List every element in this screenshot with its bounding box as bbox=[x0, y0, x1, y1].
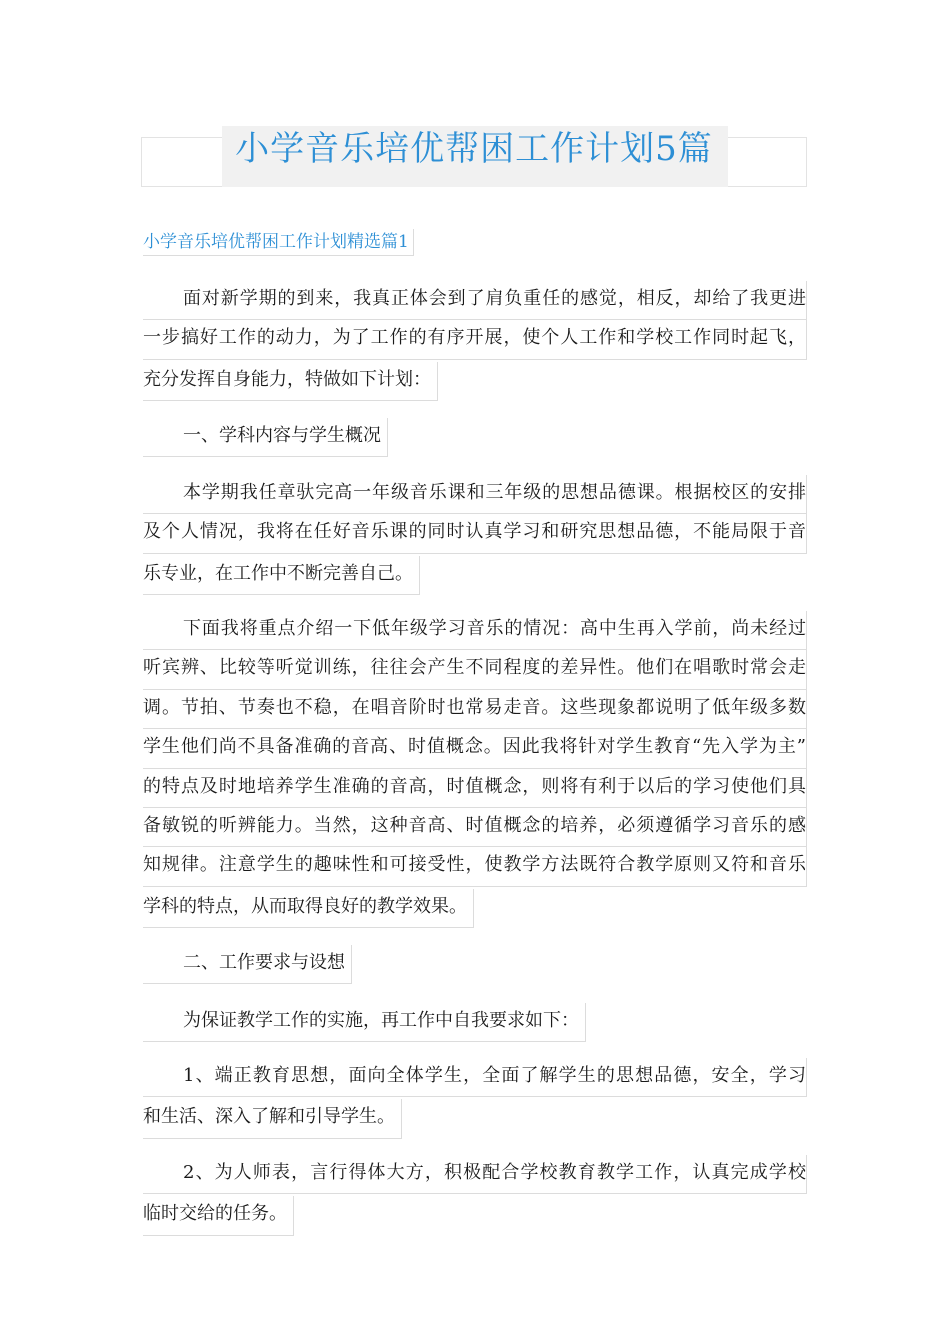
text-line: 下面我将重点介绍一下低年级学习音乐的情况：高中生再入学前，尚未经过 bbox=[143, 611, 807, 650]
text-line: 2、为人师表，言行得体大方，积极配合学校教育教学工作，认真完成学校 bbox=[143, 1155, 807, 1194]
section-heading: 二、工作要求与设想 bbox=[143, 945, 352, 984]
text-line: 学科的特点，从而取得良好的教学效果。 bbox=[143, 889, 474, 928]
text-line: 知规律。注意学生的趣味性和可接受性，使教学方法既符合教学原则又符和音乐 bbox=[143, 847, 807, 886]
paragraph-item-1 bbox=[143, 1058, 807, 1139]
section-heading: 一、学科内容与学生概况 bbox=[143, 418, 388, 457]
text-line: 备敏锐的听辨能力。当然，这种音高、时值概念的培养，必须遵循学习音乐的感 bbox=[143, 808, 807, 847]
document-title: 小学音乐培优帮困工作计划5篇 bbox=[235, 129, 713, 169]
paragraph-requirements bbox=[143, 1001, 807, 1042]
text-line: 乐专业，在工作中不断完善自己。 bbox=[143, 556, 420, 595]
text-line: 学生他们尚不具备准确的音高、时值概念。因此我将针对学生教育“先入学为主” bbox=[143, 729, 807, 768]
paragraph-item-2 bbox=[143, 1155, 807, 1236]
text-line: 和生活、深入了解和引导学生。 bbox=[143, 1099, 402, 1138]
text-line: 临时交给的任务。 bbox=[143, 1196, 294, 1235]
text-line: 1、端正教育思想，面向全体学生，全面了解学生的思想品德，安全，学习 bbox=[143, 1058, 807, 1097]
text-line: 一步搞好工作的动力，为了工作的有序开展，使个人工作和学校工作同时起飞， bbox=[143, 320, 807, 359]
heading-section-1 bbox=[143, 416, 807, 457]
text-line: 及个人情况，我将在任好音乐课的同时认真学习和研究思想品德，不能局限于音 bbox=[143, 514, 807, 553]
text-line: 调。节拍、节奏也不稳，在唱音阶时也常易走音。这些现象都说明了低年级多数 bbox=[143, 690, 807, 729]
text-line: 充分发挥自身能力，特做如下计划： bbox=[143, 362, 438, 401]
text-line: 为保证教学工作的实施，再工作中自我要求如下： bbox=[143, 1003, 586, 1042]
heading-section-2 bbox=[143, 943, 807, 984]
text-line: 听宾辨、比较等听觉训练，往往会产生不同程度的差异性。他们在唱歌时常会走 bbox=[143, 650, 807, 689]
paragraph-intro bbox=[143, 281, 807, 401]
text-line: 的特点及时地培养学生准确的音高，时值概念，则将有利于以后的学习使他们具 bbox=[143, 769, 807, 808]
paragraph-students bbox=[143, 611, 807, 928]
section-subtitle: 小学音乐培优帮困工作计划精选篇1 bbox=[143, 229, 414, 256]
text-line: 面对新学期的到来，我真正体会到了肩负重任的感觉，相反，却给了我更进 bbox=[143, 281, 807, 320]
text-line: 本学期我任章驮完高一年级音乐课和三年级的思想品德课。根据校区的安排 bbox=[143, 475, 807, 514]
paragraph-subject bbox=[143, 475, 807, 595]
